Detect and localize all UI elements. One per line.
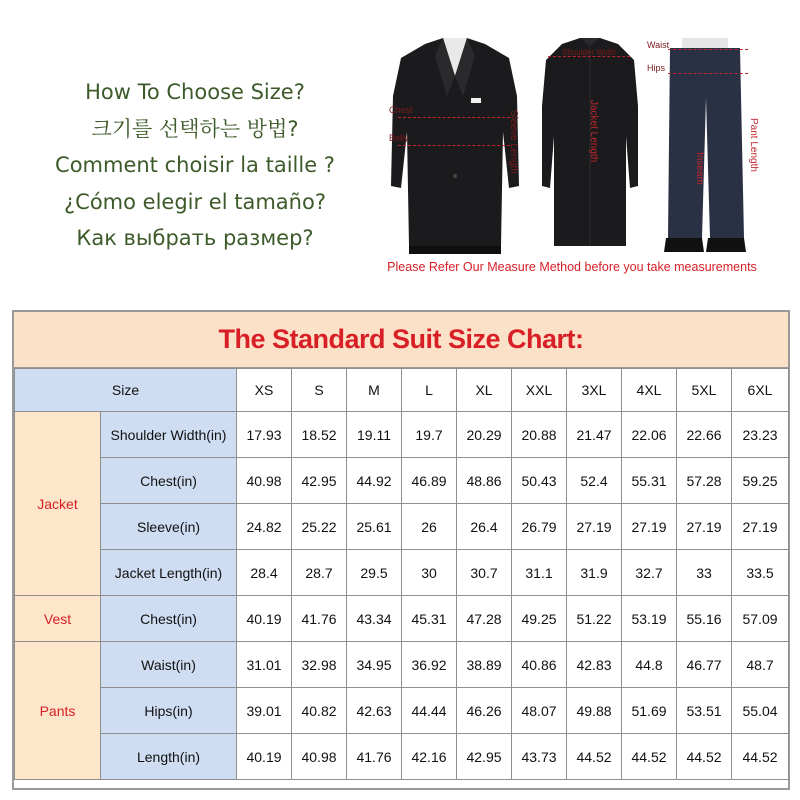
measurement-value: 20.29 — [457, 412, 512, 458]
measurement-value: 40.98 — [292, 734, 347, 780]
belly-measure-line — [398, 145, 510, 146]
measurement-value: 52.4 — [567, 458, 622, 504]
size-column-header: 5XL — [677, 369, 732, 412]
measurement-label: Waist(in) — [101, 642, 237, 688]
measurement-value: 19.7 — [402, 412, 457, 458]
measurement-value: 41.76 — [347, 734, 402, 780]
measurement-value: 53.51 — [677, 688, 732, 734]
size-column-header: XL — [457, 369, 512, 412]
size-column-header: L — [402, 369, 457, 412]
measurement-value: 46.89 — [402, 458, 457, 504]
measurement-value: 49.88 — [567, 688, 622, 734]
hips-measure-line — [668, 73, 748, 74]
size-column-header: 3XL — [567, 369, 622, 412]
group-label-pants: Pants — [15, 642, 101, 780]
measurement-value: 21.47 — [567, 412, 622, 458]
header-section — [0, 0, 800, 300]
measurement-value: 24.82 — [237, 504, 292, 550]
hips-label: Hips — [647, 63, 666, 73]
measurement-value: 28.4 — [237, 550, 292, 596]
measurement-value: 38.89 — [457, 642, 512, 688]
group-label-jacket: Jacket — [15, 412, 101, 596]
jacket-length-label: Jacket Length — [588, 100, 599, 163]
measurement-value: 48.7 — [732, 642, 789, 688]
measurement-value: 55.04 — [732, 688, 789, 734]
measurement-value: 48.86 — [457, 458, 512, 504]
pant-length-label: Pant Length — [748, 118, 759, 172]
measurement-value: 23.23 — [732, 412, 789, 458]
size-column-header: 6XL — [732, 369, 789, 412]
table-row — [15, 688, 789, 734]
how-to-line-fr: Comment choisir la taille ? — [55, 153, 335, 177]
measurement-value: 27.19 — [567, 504, 622, 550]
measurement-value: 19.11 — [347, 412, 402, 458]
measurement-value: 42.95 — [457, 734, 512, 780]
measurement-value: 42.16 — [402, 734, 457, 780]
measurement-value: 40.86 — [512, 642, 567, 688]
size-column-header: XXL — [512, 369, 567, 412]
measurement-value: 40.19 — [237, 734, 292, 780]
measurement-value: 27.19 — [622, 504, 677, 550]
measurement-value: 40.82 — [292, 688, 347, 734]
how-to-line-es: ¿Cómo elegir el tamaño? — [64, 189, 326, 214]
size-chart — [12, 310, 790, 790]
table-row — [15, 412, 789, 458]
measurement-value: 33.5 — [732, 550, 789, 596]
measurement-value: 17.93 — [237, 412, 292, 458]
how-to-choose-size-text — [40, 74, 350, 257]
table-row — [15, 550, 789, 596]
measurement-value: 39.01 — [237, 688, 292, 734]
table-row — [15, 458, 789, 504]
shoulder-width-label: Shoulder Width — [562, 48, 617, 57]
measurement-value: 44.52 — [622, 734, 677, 780]
measurement-value: 44.52 — [677, 734, 732, 780]
size-column-header: XS — [237, 369, 292, 412]
chest-label: Chest — [389, 105, 413, 115]
measurement-value: 43.73 — [512, 734, 567, 780]
size-header-row — [15, 369, 789, 412]
measurement-label: Hips(in) — [101, 688, 237, 734]
measurement-label: Length(in) — [101, 734, 237, 780]
measurement-label: Jacket Length(in) — [101, 550, 237, 596]
measurement-value: 42.95 — [292, 458, 347, 504]
measurement-value: 25.61 — [347, 504, 402, 550]
measurement-value: 27.19 — [732, 504, 789, 550]
measurement-value: 41.76 — [292, 596, 347, 642]
measurement-value: 59.25 — [732, 458, 789, 504]
measurement-value: 40.98 — [237, 458, 292, 504]
measurement-value: 44.8 — [622, 642, 677, 688]
measurement-value: 33 — [677, 550, 732, 596]
measurement-value: 30.7 — [457, 550, 512, 596]
measurement-value: 46.77 — [677, 642, 732, 688]
waist-label: Waist — [647, 40, 670, 50]
measurement-value: 31.9 — [567, 550, 622, 596]
pants-image — [662, 38, 748, 260]
measurement-value: 26 — [402, 504, 457, 550]
measure-note: Please Refer Our Measure Method before you take measurements — [387, 260, 757, 274]
measurement-value: 25.22 — [292, 504, 347, 550]
measurement-value: 48.07 — [512, 688, 567, 734]
jacket-front-image — [385, 36, 525, 256]
size-header-cell: Size — [15, 369, 237, 412]
how-to-line-en: How To Choose Size? — [85, 80, 305, 104]
measurement-value: 44.52 — [567, 734, 622, 780]
measurement-value: 32.98 — [292, 642, 347, 688]
measurement-value: 20.88 — [512, 412, 567, 458]
measurement-value: 42.63 — [347, 688, 402, 734]
measurement-value: 44.44 — [402, 688, 457, 734]
measurement-value: 34.95 — [347, 642, 402, 688]
chart-title: The Standard Suit Size Chart: — [218, 324, 584, 354]
measurement-value: 27.19 — [677, 504, 732, 550]
measurement-value: 57.28 — [677, 458, 732, 504]
measurement-value: 28.7 — [292, 550, 347, 596]
size-table — [14, 368, 789, 780]
measurement-value: 31.1 — [512, 550, 567, 596]
measurement-value: 55.31 — [622, 458, 677, 504]
measurement-value: 26.79 — [512, 504, 567, 550]
measurement-value: 51.22 — [567, 596, 622, 642]
measurement-value: 22.66 — [677, 412, 732, 458]
measurement-label: Chest(in) — [101, 458, 237, 504]
measurement-label: Shoulder Width(in) — [101, 412, 237, 458]
size-column-header: M — [347, 369, 402, 412]
table-row — [15, 734, 789, 780]
measurement-value: 42.83 — [567, 642, 622, 688]
measurement-value: 18.52 — [292, 412, 347, 458]
measurement-value: 32.7 — [622, 550, 677, 596]
measurement-value: 40.19 — [237, 596, 292, 642]
measurement-value: 26.4 — [457, 504, 512, 550]
how-to-line-ru: Как выбрать размер? — [76, 226, 314, 250]
table-row — [15, 596, 789, 642]
measurement-value: 36.92 — [402, 642, 457, 688]
measurement-label: Sleeve(in) — [101, 504, 237, 550]
measurement-value: 47.28 — [457, 596, 512, 642]
chest-measure-line — [398, 117, 510, 118]
measurement-value: 53.19 — [622, 596, 677, 642]
measurement-value: 51.69 — [622, 688, 677, 734]
size-column-header: S — [292, 369, 347, 412]
measurement-value: 46.26 — [457, 688, 512, 734]
chart-title-band — [14, 312, 788, 368]
measurement-value: 22.06 — [622, 412, 677, 458]
size-column-header: 4XL — [622, 369, 677, 412]
table-row — [15, 642, 789, 688]
measurement-value: 43.34 — [347, 596, 402, 642]
sleeve-length-label: Sleeve Length — [508, 110, 519, 174]
measurement-value: 57.09 — [732, 596, 789, 642]
measurement-value: 49.25 — [512, 596, 567, 642]
measurement-value: 55.16 — [677, 596, 732, 642]
waist-measure-line — [668, 49, 748, 50]
table-row — [15, 504, 789, 550]
group-label-vest: Vest — [15, 596, 101, 642]
belly-label: Belly — [389, 133, 409, 143]
measurement-value: 45.31 — [402, 596, 457, 642]
measurement-value: 30 — [402, 550, 457, 596]
measurement-value: 50.43 — [512, 458, 567, 504]
measurement-value: 29.5 — [347, 550, 402, 596]
measurement-label: Chest(in) — [101, 596, 237, 642]
measurement-value: 44.92 — [347, 458, 402, 504]
measurement-value: 31.01 — [237, 642, 292, 688]
how-to-line-ko: 크기를 선택하는 방법? — [91, 116, 299, 141]
measurement-value: 44.52 — [732, 734, 789, 780]
inseam-label: Inseam — [694, 152, 705, 185]
